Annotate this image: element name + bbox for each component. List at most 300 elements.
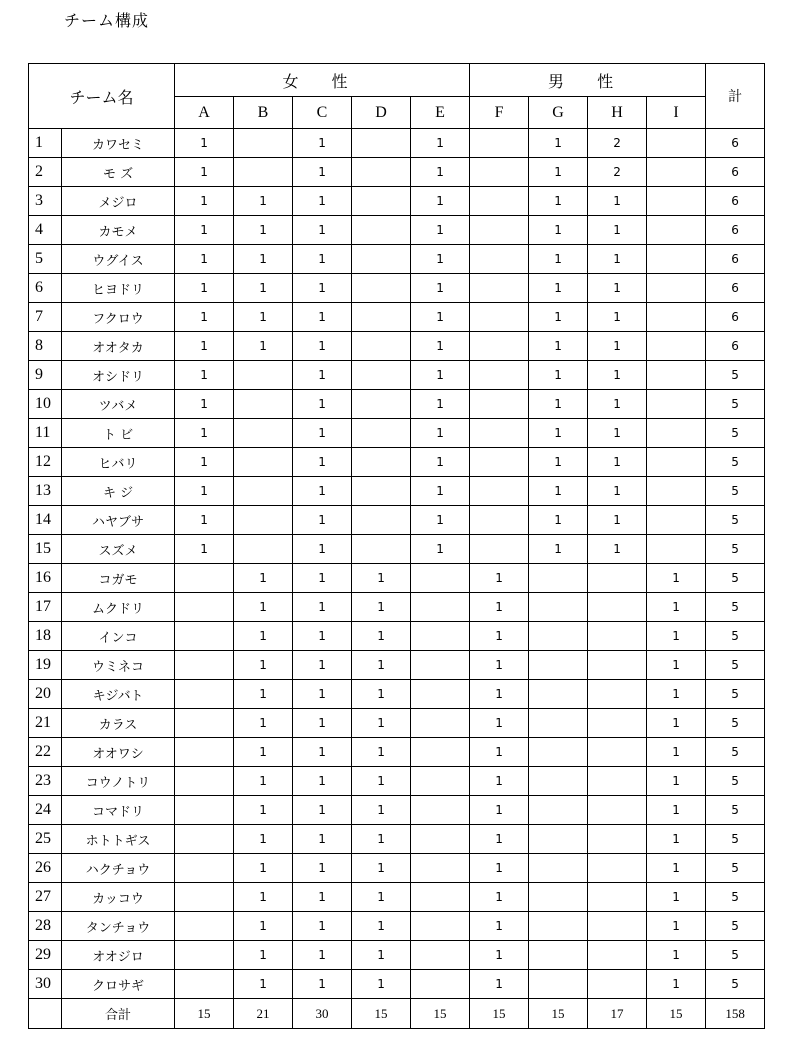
cell-g <box>529 564 588 593</box>
cell-b: 1 <box>234 216 293 245</box>
summary-label: 合計 <box>62 999 175 1029</box>
cell-f: 1 <box>470 825 529 854</box>
cell-c: 1 <box>293 680 352 709</box>
cell-b: 1 <box>234 564 293 593</box>
table-row <box>29 622 765 651</box>
cell-d <box>352 245 411 274</box>
cell-b: 1 <box>234 941 293 970</box>
cell-c: 1 <box>293 187 352 216</box>
cell-c: 1 <box>293 332 352 361</box>
table-row <box>29 158 765 187</box>
team-name: ウミネコ <box>62 651 175 680</box>
cell-e: 1 <box>411 216 470 245</box>
team-name: タンチョウ <box>62 912 175 941</box>
table-row <box>29 506 765 535</box>
cell-e: 1 <box>411 274 470 303</box>
cell-i: 1 <box>647 738 706 767</box>
column-header-e: E <box>411 97 470 129</box>
cell-c: 1 <box>293 361 352 390</box>
cell-e: 1 <box>411 332 470 361</box>
row-total: 6 <box>706 129 765 158</box>
summary-cell-g: 15 <box>529 999 588 1029</box>
cell-b <box>234 477 293 506</box>
cell-a: 1 <box>175 245 234 274</box>
table-row <box>29 709 765 738</box>
cell-c: 1 <box>293 564 352 593</box>
row-number: 8 <box>29 332 62 361</box>
row-total: 5 <box>706 390 765 419</box>
cell-c: 1 <box>293 506 352 535</box>
team-name: ヒヨドリ <box>62 274 175 303</box>
cell-b: 1 <box>234 709 293 738</box>
cell-f <box>470 216 529 245</box>
cell-f: 1 <box>470 709 529 738</box>
cell-h: 1 <box>588 332 647 361</box>
cell-h: 1 <box>588 245 647 274</box>
cell-a: 1 <box>175 274 234 303</box>
cell-h: 1 <box>588 535 647 564</box>
cell-i <box>647 216 706 245</box>
table-row <box>29 680 765 709</box>
cell-b <box>234 506 293 535</box>
cell-d: 1 <box>352 883 411 912</box>
cell-i <box>647 129 706 158</box>
row-total: 5 <box>706 419 765 448</box>
row-number: 11 <box>29 419 62 448</box>
cell-d: 1 <box>352 941 411 970</box>
team-name: コウノトリ <box>62 767 175 796</box>
cell-g <box>529 796 588 825</box>
table-row <box>29 245 765 274</box>
cell-e <box>411 593 470 622</box>
cell-i <box>647 274 706 303</box>
row-number: 18 <box>29 622 62 651</box>
team-name: ムクドリ <box>62 593 175 622</box>
cell-e: 1 <box>411 187 470 216</box>
cell-e: 1 <box>411 361 470 390</box>
cell-d: 1 <box>352 970 411 999</box>
row-total: 6 <box>706 332 765 361</box>
cell-g: 1 <box>529 129 588 158</box>
team-name: カラス <box>62 709 175 738</box>
cell-b <box>234 129 293 158</box>
table-row <box>29 912 765 941</box>
cell-b: 1 <box>234 912 293 941</box>
cell-h: 1 <box>588 448 647 477</box>
cell-i: 1 <box>647 825 706 854</box>
cell-h <box>588 709 647 738</box>
row-number: 5 <box>29 245 62 274</box>
cell-c: 1 <box>293 535 352 564</box>
cell-a <box>175 651 234 680</box>
cell-g <box>529 941 588 970</box>
row-total: 5 <box>706 709 765 738</box>
cell-d: 1 <box>352 564 411 593</box>
cell-a: 1 <box>175 506 234 535</box>
cell-i <box>647 303 706 332</box>
row-total: 5 <box>706 448 765 477</box>
cell-e: 1 <box>411 419 470 448</box>
table-row <box>29 129 765 158</box>
cell-f: 1 <box>470 970 529 999</box>
column-header-f: F <box>470 97 529 129</box>
column-header-i: I <box>647 97 706 129</box>
cell-f <box>470 448 529 477</box>
cell-b <box>234 535 293 564</box>
cell-i: 1 <box>647 941 706 970</box>
cell-e: 1 <box>411 535 470 564</box>
cell-f: 1 <box>470 593 529 622</box>
table-row <box>29 796 765 825</box>
cell-a <box>175 796 234 825</box>
row-total: 6 <box>706 216 765 245</box>
table-row <box>29 448 765 477</box>
cell-e <box>411 883 470 912</box>
cell-b: 1 <box>234 245 293 274</box>
cell-f <box>470 129 529 158</box>
table-row <box>29 767 765 796</box>
column-header-d: D <box>352 97 411 129</box>
row-number: 22 <box>29 738 62 767</box>
cell-f <box>470 245 529 274</box>
cell-a <box>175 941 234 970</box>
cell-g: 1 <box>529 535 588 564</box>
cell-c: 1 <box>293 390 352 419</box>
row-total: 6 <box>706 245 765 274</box>
cell-f: 1 <box>470 564 529 593</box>
header-team-name: チーム名 <box>29 64 175 129</box>
cell-i <box>647 245 706 274</box>
team-name: ヒバリ <box>62 448 175 477</box>
cell-g: 1 <box>529 419 588 448</box>
cell-d: 1 <box>352 825 411 854</box>
cell-e <box>411 796 470 825</box>
cell-b: 1 <box>234 303 293 332</box>
cell-i <box>647 187 706 216</box>
cell-b <box>234 390 293 419</box>
table-row <box>29 970 765 999</box>
cell-g: 1 <box>529 303 588 332</box>
cell-e <box>411 825 470 854</box>
cell-f <box>470 158 529 187</box>
cell-b: 1 <box>234 970 293 999</box>
row-number: 21 <box>29 709 62 738</box>
column-header-a: A <box>175 97 234 129</box>
cell-i: 1 <box>647 651 706 680</box>
cell-a <box>175 738 234 767</box>
row-total: 5 <box>706 912 765 941</box>
row-number: 25 <box>29 825 62 854</box>
row-total: 5 <box>706 361 765 390</box>
row-number: 7 <box>29 303 62 332</box>
team-name: オオワシ <box>62 738 175 767</box>
summary-cell-h: 17 <box>588 999 647 1029</box>
cell-g: 1 <box>529 216 588 245</box>
cell-f <box>470 477 529 506</box>
cell-c: 1 <box>293 912 352 941</box>
cell-d <box>352 390 411 419</box>
row-number: 10 <box>29 390 62 419</box>
table-row <box>29 825 765 854</box>
cell-g <box>529 709 588 738</box>
row-total: 5 <box>706 767 765 796</box>
summary-cell-b: 21 <box>234 999 293 1029</box>
cell-f: 1 <box>470 738 529 767</box>
summary-cell-e: 15 <box>411 999 470 1029</box>
cell-b: 1 <box>234 883 293 912</box>
table-row <box>29 854 765 883</box>
summary-cell-i: 15 <box>647 999 706 1029</box>
cell-h <box>588 883 647 912</box>
cell-d <box>352 535 411 564</box>
header-total: 計 <box>706 64 765 129</box>
row-total: 6 <box>706 303 765 332</box>
cell-a: 1 <box>175 216 234 245</box>
cell-d <box>352 361 411 390</box>
cell-h <box>588 651 647 680</box>
cell-f: 1 <box>470 854 529 883</box>
cell-i: 1 <box>647 622 706 651</box>
summary-row <box>29 999 765 1029</box>
cell-b: 1 <box>234 274 293 303</box>
cell-i: 1 <box>647 680 706 709</box>
cell-a <box>175 564 234 593</box>
cell-a: 1 <box>175 158 234 187</box>
cell-g: 1 <box>529 506 588 535</box>
cell-c: 1 <box>293 245 352 274</box>
cell-d <box>352 158 411 187</box>
cell-e <box>411 651 470 680</box>
row-total: 5 <box>706 622 765 651</box>
cell-h: 1 <box>588 390 647 419</box>
cell-c: 1 <box>293 825 352 854</box>
cell-i <box>647 477 706 506</box>
cell-h: 2 <box>588 129 647 158</box>
cell-e: 1 <box>411 158 470 187</box>
team-name: カッコウ <box>62 883 175 912</box>
cell-d: 1 <box>352 767 411 796</box>
cell-e <box>411 941 470 970</box>
cell-i: 1 <box>647 564 706 593</box>
cell-a: 1 <box>175 361 234 390</box>
cell-d <box>352 187 411 216</box>
cell-d: 1 <box>352 738 411 767</box>
cell-i <box>647 390 706 419</box>
cell-b: 1 <box>234 593 293 622</box>
cell-f <box>470 535 529 564</box>
cell-i <box>647 448 706 477</box>
cell-d: 1 <box>352 854 411 883</box>
row-number: 17 <box>29 593 62 622</box>
cell-a: 1 <box>175 477 234 506</box>
page-title: チーム構成 <box>64 11 150 30</box>
cell-e <box>411 970 470 999</box>
row-total: 6 <box>706 274 765 303</box>
cell-a <box>175 680 234 709</box>
cell-b: 1 <box>234 622 293 651</box>
cell-c: 1 <box>293 796 352 825</box>
row-number: 4 <box>29 216 62 245</box>
table-body <box>29 129 765 1029</box>
cell-f: 1 <box>470 622 529 651</box>
cell-b <box>234 448 293 477</box>
cell-g: 1 <box>529 245 588 274</box>
cell-d: 1 <box>352 593 411 622</box>
table-row <box>29 651 765 680</box>
cell-a: 1 <box>175 390 234 419</box>
team-composition-table <box>28 63 765 1029</box>
row-number: 1 <box>29 129 62 158</box>
cell-i: 1 <box>647 767 706 796</box>
cell-b: 1 <box>234 738 293 767</box>
row-total: 5 <box>706 883 765 912</box>
cell-i: 1 <box>647 912 706 941</box>
table-row <box>29 390 765 419</box>
cell-c: 1 <box>293 477 352 506</box>
cell-d <box>352 448 411 477</box>
row-total: 5 <box>706 738 765 767</box>
team-name: コガモ <box>62 564 175 593</box>
cell-a <box>175 825 234 854</box>
cell-e <box>411 912 470 941</box>
cell-c: 1 <box>293 216 352 245</box>
cell-g: 1 <box>529 187 588 216</box>
team-name: コマドリ <box>62 796 175 825</box>
cell-f <box>470 187 529 216</box>
row-number: 23 <box>29 767 62 796</box>
team-name: カワセミ <box>62 129 175 158</box>
cell-h <box>588 941 647 970</box>
column-header-c: C <box>293 97 352 129</box>
cell-h: 2 <box>588 158 647 187</box>
table-row <box>29 564 765 593</box>
table-row <box>29 303 765 332</box>
cell-e: 1 <box>411 506 470 535</box>
cell-i: 1 <box>647 970 706 999</box>
row-total: 5 <box>706 564 765 593</box>
cell-h <box>588 564 647 593</box>
cell-f: 1 <box>470 883 529 912</box>
cell-g <box>529 912 588 941</box>
cell-a <box>175 593 234 622</box>
cell-b: 1 <box>234 680 293 709</box>
row-number: 24 <box>29 796 62 825</box>
cell-g: 1 <box>529 390 588 419</box>
cell-h: 1 <box>588 216 647 245</box>
row-number: 14 <box>29 506 62 535</box>
cell-a: 1 <box>175 187 234 216</box>
row-number: 12 <box>29 448 62 477</box>
cell-f <box>470 390 529 419</box>
row-total: 6 <box>706 158 765 187</box>
cell-h <box>588 912 647 941</box>
column-header-h: H <box>588 97 647 129</box>
cell-i: 1 <box>647 883 706 912</box>
cell-b: 1 <box>234 796 293 825</box>
cell-g: 1 <box>529 477 588 506</box>
cell-a: 1 <box>175 535 234 564</box>
cell-f <box>470 274 529 303</box>
cell-c: 1 <box>293 622 352 651</box>
header-female: 女 性 <box>175 64 470 97</box>
team-name: ト ビ <box>62 419 175 448</box>
cell-a <box>175 912 234 941</box>
cell-h <box>588 796 647 825</box>
row-number: 3 <box>29 187 62 216</box>
cell-h: 1 <box>588 361 647 390</box>
cell-c: 1 <box>293 303 352 332</box>
summary-cell-a: 15 <box>175 999 234 1029</box>
cell-g <box>529 593 588 622</box>
cell-c: 1 <box>293 854 352 883</box>
cell-f <box>470 332 529 361</box>
row-number: 16 <box>29 564 62 593</box>
cell-g <box>529 854 588 883</box>
team-name: ハクチョウ <box>62 854 175 883</box>
cell-a <box>175 970 234 999</box>
cell-d: 1 <box>352 912 411 941</box>
row-total: 5 <box>706 477 765 506</box>
cell-e: 1 <box>411 448 470 477</box>
cell-i <box>647 361 706 390</box>
cell-e: 1 <box>411 390 470 419</box>
cell-e: 1 <box>411 477 470 506</box>
header-male: 男 性 <box>470 64 706 97</box>
column-header-g: G <box>529 97 588 129</box>
summary-cell-f: 15 <box>470 999 529 1029</box>
row-total: 6 <box>706 187 765 216</box>
cell-c: 1 <box>293 274 352 303</box>
row-total: 5 <box>706 651 765 680</box>
cell-c: 1 <box>293 883 352 912</box>
cell-h <box>588 680 647 709</box>
cell-h: 1 <box>588 303 647 332</box>
cell-g <box>529 767 588 796</box>
cell-e <box>411 680 470 709</box>
team-name: カモメ <box>62 216 175 245</box>
row-number: 20 <box>29 680 62 709</box>
cell-f: 1 <box>470 680 529 709</box>
cell-d <box>352 506 411 535</box>
team-name: モ ズ <box>62 158 175 187</box>
table-row <box>29 332 765 361</box>
table-row <box>29 216 765 245</box>
team-name: フクロウ <box>62 303 175 332</box>
cell-i: 1 <box>647 593 706 622</box>
cell-b: 1 <box>234 825 293 854</box>
cell-e <box>411 738 470 767</box>
cell-h: 1 <box>588 506 647 535</box>
row-number: 19 <box>29 651 62 680</box>
cell-c: 1 <box>293 419 352 448</box>
cell-h: 1 <box>588 187 647 216</box>
cell-d <box>352 274 411 303</box>
cell-c: 1 <box>293 738 352 767</box>
table-row <box>29 361 765 390</box>
cell-d: 1 <box>352 709 411 738</box>
cell-c: 1 <box>293 941 352 970</box>
row-number: 27 <box>29 883 62 912</box>
team-name: ツバメ <box>62 390 175 419</box>
cell-e <box>411 709 470 738</box>
cell-h <box>588 738 647 767</box>
table-row <box>29 477 765 506</box>
column-header-b: B <box>234 97 293 129</box>
row-number: 26 <box>29 854 62 883</box>
table-row <box>29 883 765 912</box>
team-name: ホトトギス <box>62 825 175 854</box>
team-name: クロサギ <box>62 970 175 999</box>
